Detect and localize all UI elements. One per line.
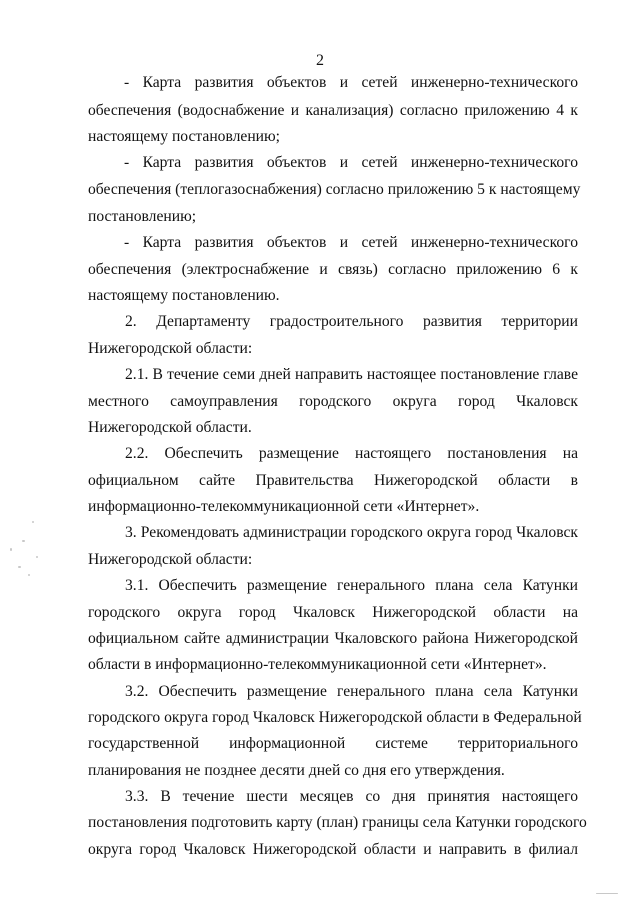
text-line: местного самоуправления городского округа город Чкаловск (88, 393, 578, 410)
text-line: планирования не позднее десяти дней со дня его утверждения. (88, 762, 505, 779)
scan-speck (22, 540, 25, 542)
text-line: 2.1. В течение семи дней направить настоящее постановление главе (125, 366, 578, 383)
text-line: 3.2. Обеспечить размещение генерального плана села Катунки (125, 683, 578, 700)
text-line: округа город Чкаловск Нижегородской области и направить в филиал (88, 841, 578, 858)
text-line: городского округа город Чкаловск Нижегородской области на (88, 604, 578, 621)
text-line: 3.1. Обеспечить размещение генерального плана села Катунки (125, 577, 578, 594)
text-line: области в информационно-телекоммуникационной сети «Интернет». (88, 656, 547, 673)
text-line: 3. Рекомендовать администрации городского округа город Чкаловск (125, 524, 578, 541)
text-line: Нижегородской области: (88, 340, 253, 357)
scan-speck (28, 574, 30, 576)
text-line: 2. Департаменту градостроительного развития территории (125, 313, 578, 330)
text-line: Нижегородской области: (88, 551, 253, 568)
scan-speck (596, 893, 618, 894)
text-line: 3.3. В течение шести месяцев со дня принятия настоящего (125, 788, 578, 805)
text-line: официальном сайте Правительства Нижегородской области в (88, 472, 578, 489)
page-number: 2 (316, 52, 324, 69)
text-line: официальном сайте администрации Чкаловского района Нижегородской (88, 630, 578, 647)
text-line: - Карта развития объектов и сетей инженерно-технического (124, 74, 578, 91)
text-line: постановлению; (88, 208, 197, 225)
text-line: информационно-телекоммуникационной сети «Интернет». (88, 498, 480, 515)
scan-speck (18, 566, 21, 568)
scan-speck (36, 556, 38, 558)
text-line: - Карта развития объектов и сетей инженерно-технического (124, 234, 578, 251)
text-line: государственной информационной системе территориального (88, 735, 578, 752)
text-line: настоящему постановлению; (88, 128, 281, 145)
text-line: - Карта развития объектов и сетей инженерно-технического (124, 154, 578, 171)
text-line: Нижегородской области. (88, 419, 252, 436)
text-line: 2.2. Обеспечить размещение настоящего постановления на (125, 445, 578, 462)
text-line: обеспечения (электроснабжение и связь) согласно приложению 6 к (88, 261, 578, 278)
text-line: обеспечения (теплогазоснабжения) согласно приложению 5 к настоящему (88, 181, 581, 198)
text-line: настоящему постановлению. (88, 287, 280, 304)
text-line: обеспечения (водоснабжение и канализация) согласно приложению 4 к (88, 102, 578, 119)
text-line: городского округа город Чкаловск Нижегородской области в Федеральной (88, 709, 582, 726)
scan-speck (10, 548, 12, 551)
scan-speck (32, 521, 34, 523)
text-line: постановления подготовить карту (план) границы села Катунки городского (88, 814, 587, 831)
